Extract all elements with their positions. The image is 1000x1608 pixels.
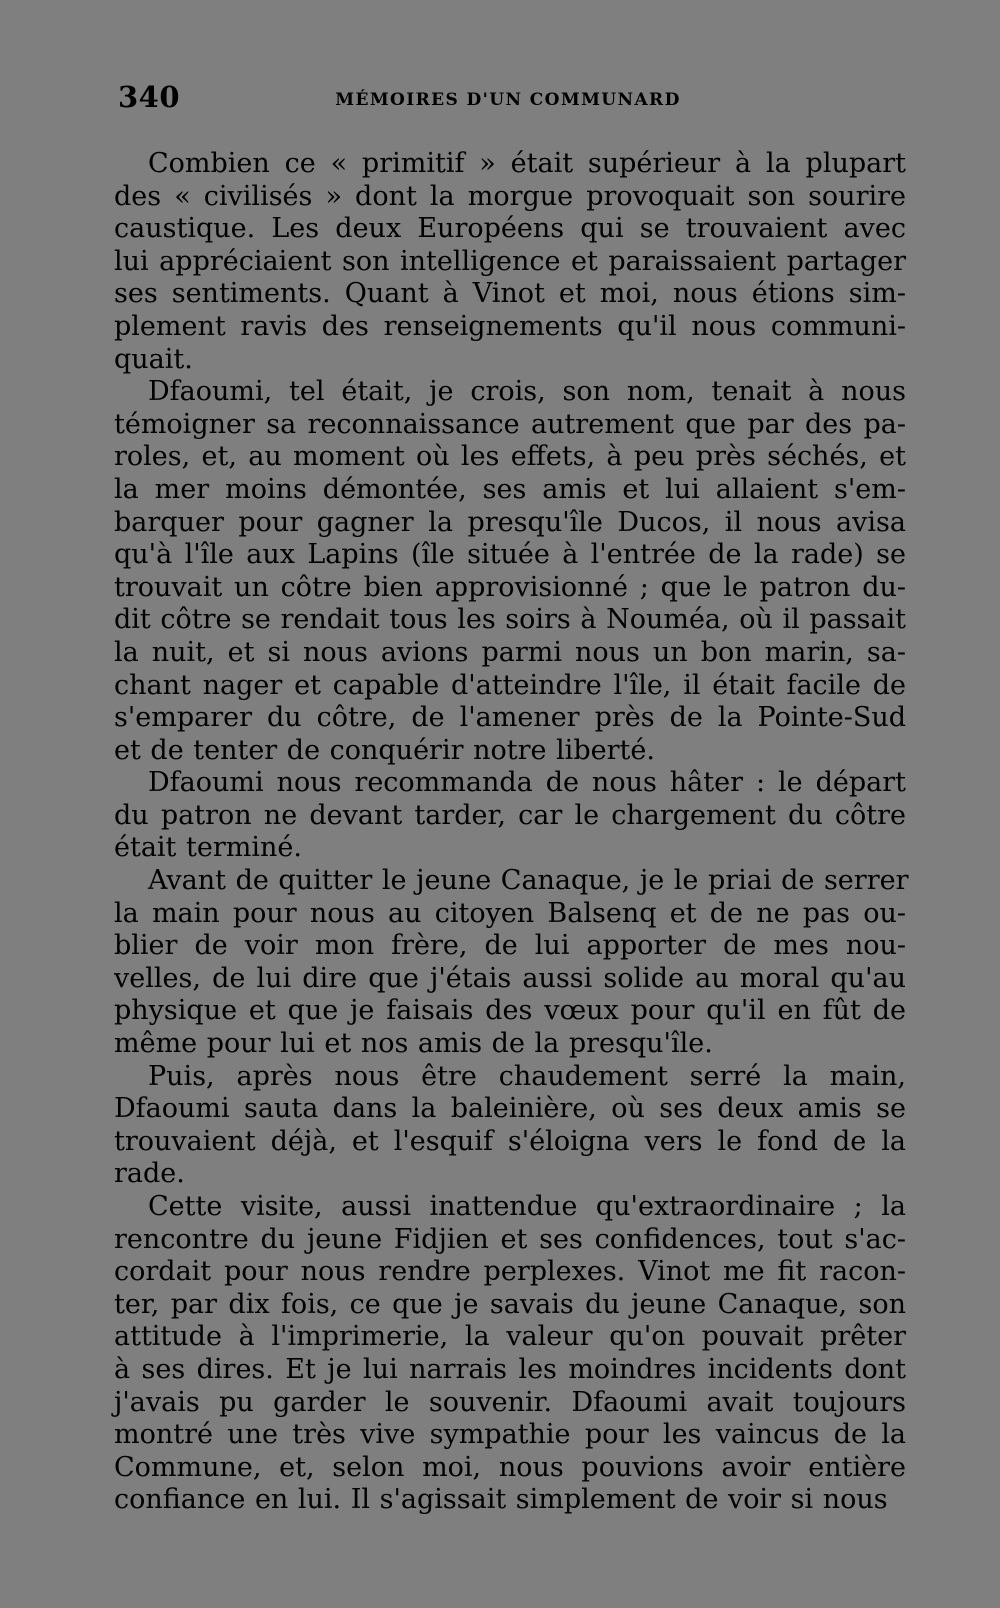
text-line: des « civilisés » dont la morgue provoquait son sourire <box>114 180 906 212</box>
text-line: témoigner sa reconnaissance autrement que par des pa- <box>114 408 906 440</box>
text-line: attitude à l'imprimerie, la valeur qu'on pouvait prêter <box>114 1321 906 1353</box>
paragraph <box>114 865 909 1061</box>
text-line: chant nager et capable d'atteindre l'île, il était facile de <box>114 669 906 701</box>
text-line: quait. <box>114 343 193 375</box>
text-line: Combien ce « primitif » était supérieur à la plupart <box>148 148 906 179</box>
text-line: Commune, et, selon moi, nous pouvions avoir entière <box>114 1451 906 1483</box>
text-line: montré une très vive sympathie pour les vaincus de la <box>114 1419 906 1451</box>
text-line: dit côtre se rendait tous les soirs à Nouméa, où il passait <box>114 604 906 636</box>
page-header <box>118 80 898 120</box>
text-line: Avant de quitter le jeune Canaque, je le priai de serrer <box>148 865 909 897</box>
text-line: Puis, après nous être chaudement serré la main, <box>148 1060 906 1092</box>
text-line: roles, et, au moment où les effets, à peu près séchés, et <box>114 441 906 473</box>
paragraph <box>114 1061 906 1191</box>
paragraph <box>114 1191 906 1517</box>
text-line: plement ravis des renseignements qu'il nous communi- <box>114 310 906 342</box>
text-line: cordait pour nous rendre perplexes. Vinot me fit racon- <box>114 1256 906 1288</box>
text-line: rencontre du jeune Fidjien et ses confidences, tout s'ac- <box>114 1223 906 1255</box>
text-line: confiance en lui. Il s'agissait simplement de voir si nous <box>114 1484 888 1516</box>
text-line: à ses dires. Et je lui narrais les moindres incidents dont <box>114 1353 906 1385</box>
text-line: ter, par dix fois, ce que je savais du jeune Canaque, son <box>114 1288 906 1320</box>
text-line: Dfaoumi, tel était, je crois, son nom, tenait à nous <box>148 376 906 408</box>
text-line: j'avais pu garder le souvenir. Dfaoumi avait toujours <box>114 1386 906 1418</box>
paragraph <box>114 767 906 865</box>
text-line: ses sentiments. Quant à Vinot et moi, nous étions sim- <box>114 278 906 310</box>
page-number: 340 <box>118 80 181 114</box>
text-line: lui appréciaient son intelligence et paraissaient partager <box>114 245 906 277</box>
text-line: qu'à l'île aux Lapins (île située à l'entrée de la rade) se <box>114 539 906 571</box>
text-line: velles, de lui dire que j'étais aussi solide au moral qu'au <box>114 962 906 994</box>
text-line: Dfaoumi sauta dans la baleinière, où ses deux amis se <box>114 1093 906 1125</box>
text-line: la mer moins démontée, ses amis et lui allaient s'em- <box>114 473 906 505</box>
text-line: trouvait un côtre bien approvisionné ; que le patron du- <box>114 571 906 603</box>
text-line: la main pour nous au citoyen Balsenq et de ne pas ou- <box>114 897 906 929</box>
text-line: barquer pour gagner la presqu'île Ducos, il nous avisa <box>114 506 906 538</box>
text-line: Cette visite, aussi inattendue qu'extraordinaire ; la <box>148 1191 906 1222</box>
text-line: caustique. Les deux Européens qui se trouvaient avec <box>114 213 906 245</box>
text-line: blier de voir mon frère, de lui apporter de mes nou- <box>114 930 906 962</box>
text-line: physique et que je faisais des vœux pour qu'il en fût de <box>114 995 906 1027</box>
text-line: la nuit, et si nous avions parmi nous un bon marin, sa- <box>114 636 906 668</box>
text-line: Dfaoumi nous recommanda de nous hâter : le départ <box>148 767 906 799</box>
running-title: MÉMOIRES D'UN COMMUNARD <box>335 90 681 110</box>
text-line: rade. <box>114 1158 185 1190</box>
paragraph <box>114 376 906 767</box>
text-line: du patron ne devant tarder, car le chargement du côtre <box>114 799 906 831</box>
text-line: même pour lui et nos amis de la presqu'île. <box>114 1028 713 1060</box>
paragraph <box>114 148 906 376</box>
text-line: s'emparer du côtre, de l'amener près de la Pointe-Sud <box>114 702 906 734</box>
text-line: était terminé. <box>114 832 302 864</box>
text-line: et de tenter de conquérir notre liberté. <box>114 734 655 766</box>
body-text <box>114 148 909 1517</box>
text-line: trouvaient déjà, et l'esquif s'éloigna vers le fond de la <box>114 1125 906 1157</box>
